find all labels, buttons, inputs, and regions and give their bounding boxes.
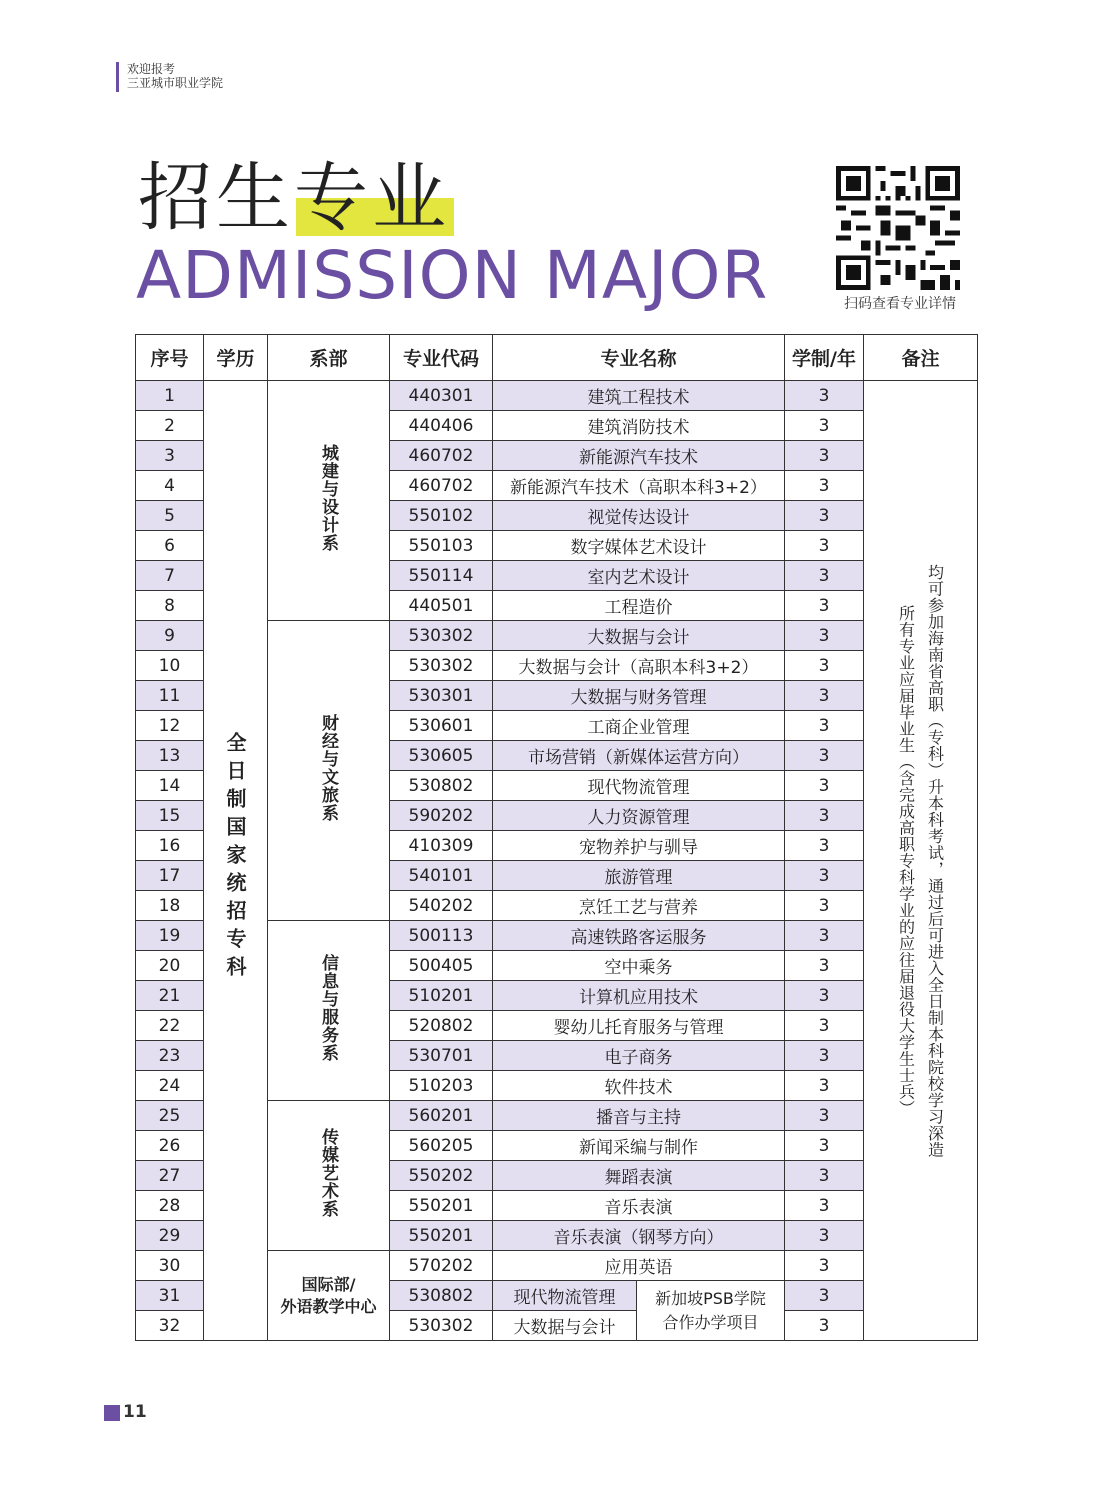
header-years: 学制/年 xyxy=(785,335,864,381)
cell-code: 530802 xyxy=(390,771,493,801)
department-label: 传媒艺术系 xyxy=(318,1128,338,1218)
cell-name: 婴幼儿托育服务与管理 xyxy=(493,1011,785,1041)
cell-name: 大数据与会计（高职本科3+2） xyxy=(493,651,785,681)
cell-no: 13 xyxy=(136,741,204,771)
cell-no: 28 xyxy=(136,1191,204,1221)
cell-years: 3 xyxy=(785,1101,864,1131)
cell-code: 550114 xyxy=(390,561,493,591)
cell-name: 宠物养护与驯导 xyxy=(493,831,785,861)
cell-name: 数字媒体艺术设计 xyxy=(493,531,785,561)
department-cell xyxy=(268,621,390,921)
cell-no: 18 xyxy=(136,891,204,921)
cell-years: 3 xyxy=(785,471,864,501)
cell-no: 11 xyxy=(136,681,204,711)
header-department: 系部 xyxy=(268,335,390,381)
cell-years: 3 xyxy=(785,1041,864,1071)
cell-name: 大数据与会计 xyxy=(493,621,785,651)
cell-years: 3 xyxy=(785,1221,864,1251)
cell-years: 3 xyxy=(785,711,864,741)
cell-years: 3 xyxy=(785,741,864,771)
cell-name: 建筑工程技术 xyxy=(493,381,785,411)
cell-years: 3 xyxy=(785,1011,864,1041)
cell-code: 530301 xyxy=(390,681,493,711)
department-label: 信息与服务系 xyxy=(318,954,338,1062)
department-label: 城建与设计系 xyxy=(318,444,338,552)
cell-code: 550102 xyxy=(390,501,493,531)
cell-code: 510203 xyxy=(390,1071,493,1101)
department-label: 国际部/ 外语教学中心 xyxy=(280,1274,377,1316)
department-cell xyxy=(268,921,390,1101)
cell-name: 高速铁路客运服务 xyxy=(493,921,785,951)
cell-no: 32 xyxy=(136,1311,204,1341)
cell-no: 10 xyxy=(136,651,204,681)
cell-years: 3 xyxy=(785,411,864,441)
cell-years: 3 xyxy=(785,531,864,561)
cell-no: 3 xyxy=(136,441,204,471)
cell-name: 计算机应用技术 xyxy=(493,981,785,1011)
cell-code: 460702 xyxy=(390,471,493,501)
header-note: 备注 xyxy=(864,335,978,381)
cell-name: 室内艺术设计 xyxy=(493,561,785,591)
title-highlight xyxy=(294,155,450,241)
cell-code: 460702 xyxy=(390,441,493,471)
qr-caption: 扫码查看专业详情 xyxy=(844,296,956,312)
cell-years: 3 xyxy=(785,861,864,891)
cell-code: 530802 xyxy=(390,1281,493,1311)
cell-code: 530701 xyxy=(390,1041,493,1071)
cell-code: 550202 xyxy=(390,1161,493,1191)
cell-name: 音乐表演 xyxy=(493,1191,785,1221)
cell-years: 3 xyxy=(785,681,864,711)
cell-name: 应用英语 xyxy=(493,1251,785,1281)
cell-name: 新闻采编与制作 xyxy=(493,1131,785,1161)
header-no: 序号 xyxy=(136,335,204,381)
cell-code: 550201 xyxy=(390,1221,493,1251)
cell-name: 新能源汽车技术（高职本科3+2） xyxy=(493,471,785,501)
cell-code: 530302 xyxy=(390,651,493,681)
cell-years: 3 xyxy=(785,981,864,1011)
department-cell xyxy=(268,1251,390,1341)
table-row xyxy=(136,381,978,411)
header-block xyxy=(116,62,223,92)
cell-name: 软件技术 xyxy=(493,1071,785,1101)
department-cell xyxy=(268,1101,390,1251)
cell-code: 410309 xyxy=(390,831,493,861)
table-header-row xyxy=(136,335,978,381)
cell-no: 27 xyxy=(136,1161,204,1191)
cell-no: 29 xyxy=(136,1221,204,1251)
cell-no: 15 xyxy=(136,801,204,831)
qr-code-icon[interactable] xyxy=(836,166,960,290)
cell-code: 440406 xyxy=(390,411,493,441)
header-education: 学历 xyxy=(204,335,268,381)
cell-code: 570202 xyxy=(390,1251,493,1281)
cell-code: 500113 xyxy=(390,921,493,951)
cell-no: 7 xyxy=(136,561,204,591)
cell-name: 空中乘务 xyxy=(493,951,785,981)
cell-no: 1 xyxy=(136,381,204,411)
header-name: 专业名称 xyxy=(493,335,785,381)
cell-name: 市场营销（新媒体运营方向） xyxy=(493,741,785,771)
department-cell xyxy=(268,381,390,621)
education-label: 全日制国家统招专科 xyxy=(223,732,247,984)
cell-no: 19 xyxy=(136,921,204,951)
cell-name: 现代物流管理 xyxy=(493,771,785,801)
cell-no: 2 xyxy=(136,411,204,441)
cell-code: 500405 xyxy=(390,951,493,981)
cell-no: 16 xyxy=(136,831,204,861)
cell-name: 人力资源管理 xyxy=(493,801,785,831)
cell-name: 大数据与会计 xyxy=(493,1311,637,1341)
education-cell xyxy=(204,381,268,1341)
cell-code: 560201 xyxy=(390,1101,493,1131)
cell-code: 530302 xyxy=(390,621,493,651)
cell-no: 26 xyxy=(136,1131,204,1161)
cell-name: 电子商务 xyxy=(493,1041,785,1071)
cell-name: 音乐表演（钢琴方向） xyxy=(493,1221,785,1251)
cell-code: 440501 xyxy=(390,591,493,621)
cell-code: 560205 xyxy=(390,1131,493,1161)
cell-code: 530605 xyxy=(390,741,493,771)
admission-major-table xyxy=(135,334,978,1341)
cell-no: 31 xyxy=(136,1281,204,1311)
cell-no: 22 xyxy=(136,1011,204,1041)
cell-years: 3 xyxy=(785,1311,864,1341)
cell-name: 烹饪工艺与营养 xyxy=(493,891,785,921)
cell-no: 8 xyxy=(136,591,204,621)
cell-name: 建筑消防技术 xyxy=(493,411,785,441)
cell-no: 30 xyxy=(136,1251,204,1281)
cell-years: 3 xyxy=(785,801,864,831)
note-text-block xyxy=(864,564,977,1158)
cell-years: 3 xyxy=(785,891,864,921)
cell-years: 3 xyxy=(785,381,864,411)
cell-years: 3 xyxy=(785,1251,864,1281)
cell-name: 视觉传达设计 xyxy=(493,501,785,531)
cell-years: 3 xyxy=(785,831,864,861)
cell-no: 12 xyxy=(136,711,204,741)
cell-name: 播音与主持 xyxy=(493,1101,785,1131)
cell-name: 旅游管理 xyxy=(493,861,785,891)
department-label: 财经与文旅系 xyxy=(318,714,338,822)
header-line-1: 欢迎报考 xyxy=(127,62,176,76)
cell-years: 3 xyxy=(785,1131,864,1161)
cell-name: 工商企业管理 xyxy=(493,711,785,741)
title-cn-part1: 招生 xyxy=(138,155,294,241)
page-title-cn xyxy=(138,155,450,241)
cell-code: 550201 xyxy=(390,1191,493,1221)
cell-code: 550103 xyxy=(390,531,493,561)
header-line-2: 三亚城市职业学院 xyxy=(127,76,224,90)
cell-no: 6 xyxy=(136,531,204,561)
cell-no: 20 xyxy=(136,951,204,981)
note-note-line1: 均可参加海南省高职（专科）升本科考试，通过后可进入全日制本科院校学习深造 xyxy=(925,563,945,1158)
cell-name: 新能源汽车技术 xyxy=(493,441,785,471)
cell-code: 520802 xyxy=(390,1011,493,1041)
page-marker xyxy=(104,1405,120,1421)
cell-no: 24 xyxy=(136,1071,204,1101)
cell-years: 3 xyxy=(785,591,864,621)
cell-code: 440301 xyxy=(390,381,493,411)
cell-no: 21 xyxy=(136,981,204,1011)
cell-no: 9 xyxy=(136,621,204,651)
cell-years: 3 xyxy=(785,561,864,591)
cell-years: 3 xyxy=(785,1281,864,1311)
cell-code: 530601 xyxy=(390,711,493,741)
header-code: 专业代码 xyxy=(390,335,493,381)
cell-years: 3 xyxy=(785,441,864,471)
cell-years: 3 xyxy=(785,921,864,951)
note-cell xyxy=(864,381,978,1341)
cell-no: 25 xyxy=(136,1101,204,1131)
cell-code: 590202 xyxy=(390,801,493,831)
page-number: 11 xyxy=(123,1402,147,1422)
cell-years: 3 xyxy=(785,621,864,651)
cell-years: 3 xyxy=(785,951,864,981)
cell-code: 540202 xyxy=(390,891,493,921)
cell-code: 530302 xyxy=(390,1311,493,1341)
cell-code: 540101 xyxy=(390,861,493,891)
cell-no: 4 xyxy=(136,471,204,501)
note-note-line2: 所有专业应届毕业生（含完成高职专科学业的应往届退役大学生士兵） xyxy=(896,604,916,1117)
page-title-en: ADMISSION MAJOR xyxy=(136,237,769,314)
cell-name: 现代物流管理 xyxy=(493,1281,637,1311)
cell-years: 3 xyxy=(785,1071,864,1101)
cell-no: 14 xyxy=(136,771,204,801)
partner-cell: 新加坡PSB学院 合作办学项目 xyxy=(637,1281,785,1341)
cell-no: 5 xyxy=(136,501,204,531)
cell-years: 3 xyxy=(785,651,864,681)
cell-name: 工程造价 xyxy=(493,591,785,621)
cell-years: 3 xyxy=(785,771,864,801)
title-cn-part2: 专业 xyxy=(294,155,450,241)
cell-code: 510201 xyxy=(390,981,493,1011)
cell-name: 舞蹈表演 xyxy=(493,1161,785,1191)
cell-no: 17 xyxy=(136,861,204,891)
cell-years: 3 xyxy=(785,501,864,531)
cell-no: 23 xyxy=(136,1041,204,1071)
cell-years: 3 xyxy=(785,1161,864,1191)
cell-name: 大数据与财务管理 xyxy=(493,681,785,711)
cell-years: 3 xyxy=(785,1191,864,1221)
